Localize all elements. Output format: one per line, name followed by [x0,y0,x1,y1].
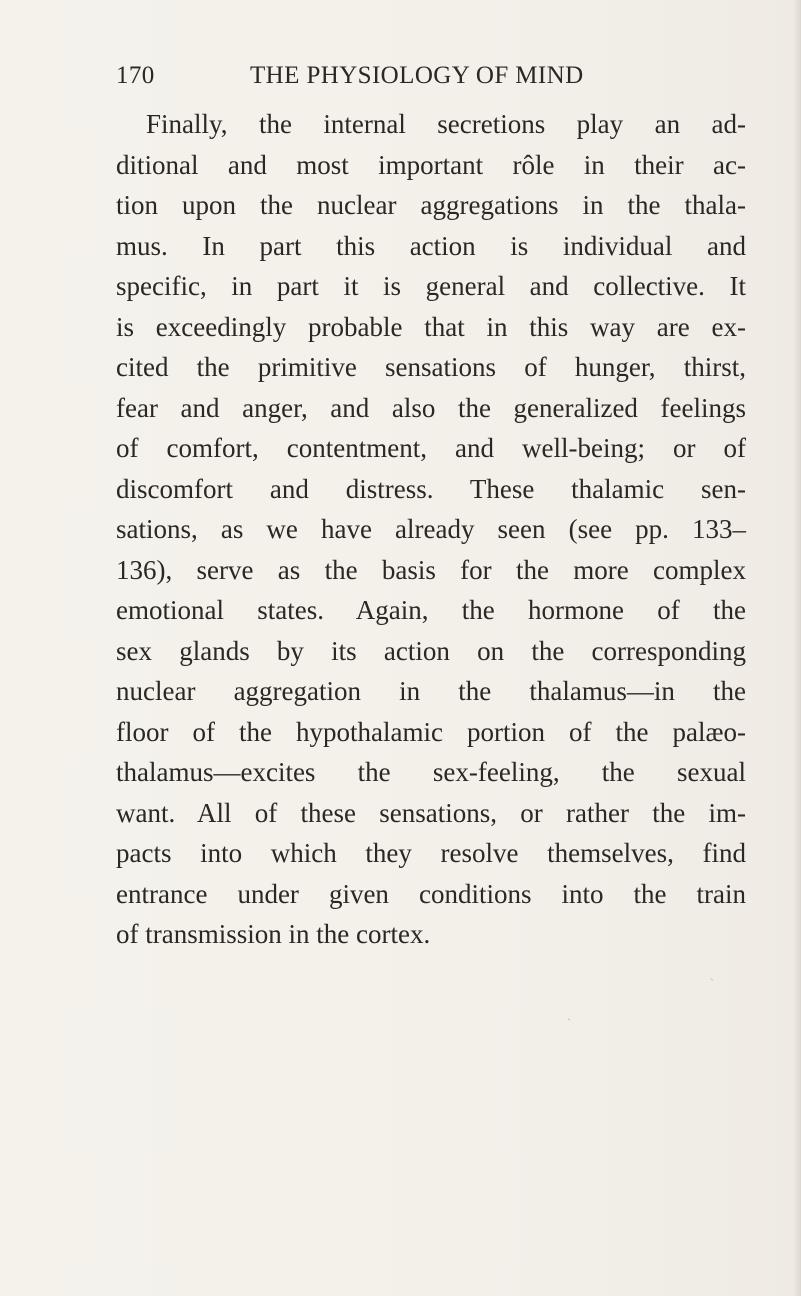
paper-speck: ˏ [567,1007,571,1021]
text-line: nuclear aggregation in the thalamus—in the [116,676,746,706]
text-line: specific, in part it is general and collective. It [116,271,746,301]
paper-speck: ˏ [710,967,714,981]
text-line: mus. In part this action is individual and [116,230,746,261]
text-line: of transmission in the cortex. [116,919,431,949]
page-number: 170 [116,62,155,89]
text-line: sex glands by its action on the corresponding [116,635,746,666]
text-line: 136), serve as the basis for the more complex [116,554,746,585]
text-line: discomfort and distress. These thalamic sen- [116,473,746,504]
page-edge-shadow [793,0,801,1296]
text-line: pacts into which they resolve themselves, find [116,838,746,868]
text-line: cited the primitive sensations of hunger, thirst, [116,352,746,382]
text-line: of comfort, contentment, and well-being; or of [116,433,746,463]
text-line: floor of the hypothalamic portion of the palæo- [116,716,746,747]
text-line: entrance under given conditions into the train [116,878,746,909]
text-line: is exceedingly probable that in this way are ex- [116,311,746,342]
running-head [116,58,616,94]
text-line: fear and anger, and also the generalized feelings [116,392,746,423]
running-title: THE PHYSIOLOGY OF MIND [250,62,584,89]
text-line: Finally, the internal secretions play an ad- [146,109,746,139]
text-line: sations, as we have already seen (see pp. 133– [116,514,746,544]
text-line: want. All of these sensations, or rather the im- [116,797,746,828]
text-line: thalamus—excites the sex-feeling, the sexual [116,757,746,787]
text-line: tion upon the nuclear aggregations in the thala- [116,190,746,220]
text-line: emotional states. Again, the hormone of the [116,595,746,625]
text-line: ditional and most important rôle in their ac- [116,149,746,180]
body-paragraph [116,104,746,955]
